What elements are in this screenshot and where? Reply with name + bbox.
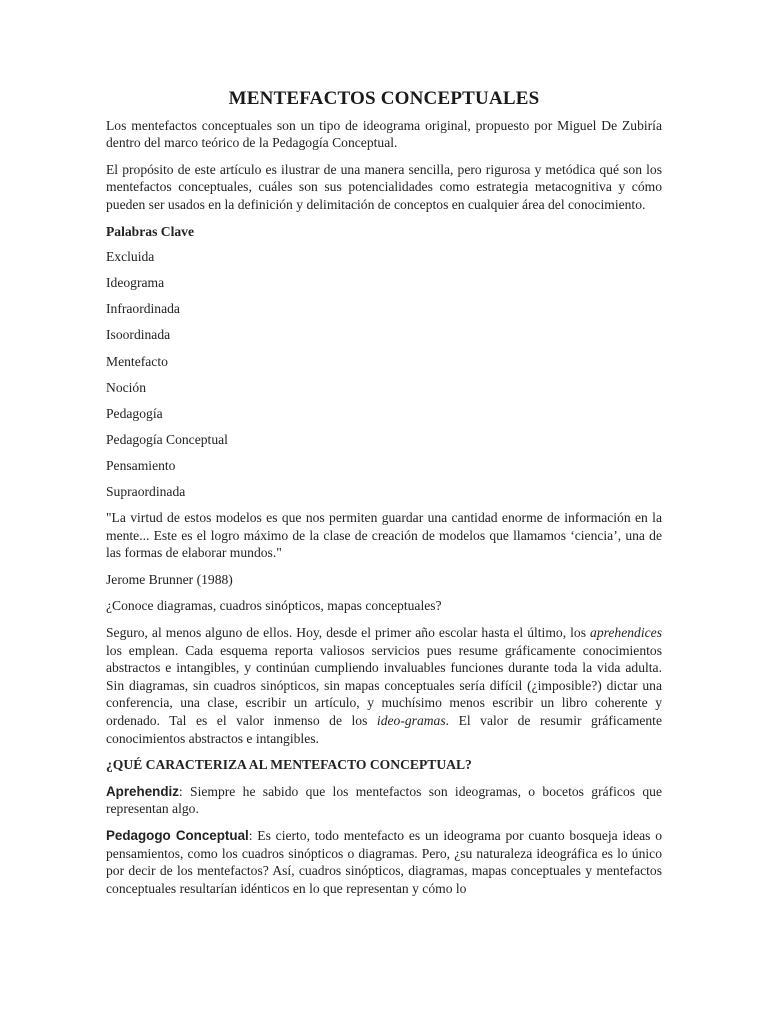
keyword-item: Mentefacto [106,353,168,369]
speaker-label: Pedagogo Conceptual [106,828,249,843]
keyword-item: Pedagogía Conceptual [106,431,228,447]
speaker-label: Aprehendiz [106,783,179,799]
dialogue-text: : Es cierto, todo mentefacto es un ideograma por cuanto bosqueja ideas o pensamientos, como los cuadros sinópticos o diagramas. Pero, ¿su naturaleza ideográfica es lo único por decir de los mentefactos? Así, cuadros sinópticos, diagramas, mapas conceptuales y mentefactos conceptuales resultarían idénticos en lo que representan y cómo lo [106,828,662,896]
emphasis-ideogramas: ideo-gramas [376,713,446,729]
keyword-item: Infraordinada [106,301,180,317]
keyword-item: Excluida [106,249,155,265]
keyword-item: Pensamiento [106,457,176,473]
keyword-item: Ideograma [106,275,165,291]
intro-paragraph: El propósito de este artículo es ilustrar de una manera sencilla, pero rigurosa y metódica qué son los mentefactos conceptuales, cuáles son sus potencialidades como estrategia metacognitiva y cómo pueden ser usados en la definición y delimitación de conceptos en cualquier área del conocimiento. [106,161,662,212]
section-heading: ¿QUÉ CARACTERIZA AL MENTEFACTO CONCEPTUAL? [106,757,472,773]
body-text: Seguro, al menos alguno de ellos. Hoy, desde el primer año escolar hasta el último, los [106,625,591,641]
keywords-heading: Palabras Clave [106,223,194,239]
keyword-item: Pedagogía [106,405,163,421]
dialogue-paragraph [106,827,662,897]
question-paragraph: ¿Conoce diagramas, cuadros sinópticos, mapas conceptuales? [106,598,442,614]
intro-paragraph: Los mentefactos conceptuales son un tipo de ideograma original, propuesto por Miguel De Zubiría dentro del marco teórico de la Pedagogía Conceptual. [106,117,662,151]
quote-paragraph: "La virtud de estos modelos es que nos permiten guardar una cantidad enorme de información en la mente... Este es el logro máximo de la clase de creación de modelos que llamamos ‘ciencia’, una de las formas de elaborar mundos." [106,510,662,561]
body-text: los emplean. Cada esquema reporta valiosos servicios pues resume gráficamente conocimientos abstractos e intangibles, y continúan cumpliendo invaluables funciones durante toda la vida adulta. Sin diagramas, sin cuadros sinópticos, sin mapas conceptuales sería difícil (¿imposible?) dictar una conferencia, una clase, escribir un artículo, y muchísimo menos escribir un libro coherente y ordenado. Tal es el valor inmenso de los [106,642,662,729]
keyword-item: Supraordinada [106,484,186,499]
emphasis-aprehendices: aprehendices [590,625,662,641]
body-text: . El valor de resumir gráficamente conocimientos abstractos e intangibles. [106,713,662,746]
dialogue-text: : Siempre he sabido que los mentefactos son ideogramas, o bocetos gráficos que representan algo. [106,783,662,817]
keyword-item: Isoordinada [106,327,171,343]
quote-author: Jerome Brunner (1988) [106,571,233,587]
dialogue-paragraph [106,783,662,818]
body-paragraph [106,624,662,747]
keyword-item: Noción [106,379,147,395]
page-title: MENTEFACTOS CONCEPTUALES [228,88,540,109]
